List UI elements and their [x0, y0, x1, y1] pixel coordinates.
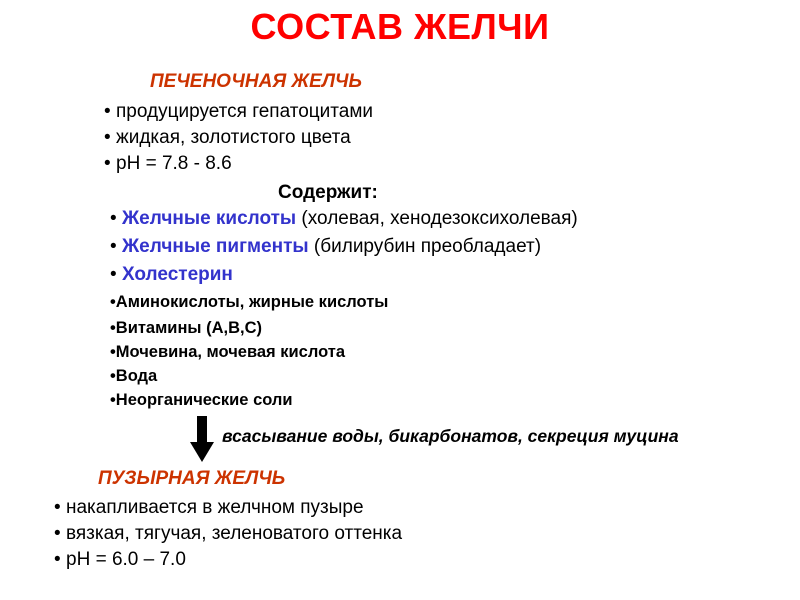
list-item — [110, 317, 262, 339]
list-item — [110, 389, 293, 411]
bullet: • — [110, 264, 117, 285]
bullet: • — [54, 523, 61, 544]
item-text: pH = 6.0 – 7.0 — [66, 549, 186, 570]
list-item — [110, 235, 541, 258]
item-detail: (холевая, хенодезоксихолевая) — [296, 208, 578, 229]
bullet: • — [110, 319, 116, 337]
item-text: вязкая, тягучая, зеленоватого оттенка — [66, 523, 403, 544]
list-item — [104, 100, 373, 123]
list-item — [104, 152, 232, 175]
list-item — [110, 207, 578, 230]
list-item — [110, 365, 157, 387]
item-text: жидкая, золотистого цвета — [116, 127, 351, 148]
bullet: • — [104, 101, 111, 122]
list-item — [54, 548, 186, 571]
bullet: • — [110, 343, 116, 361]
contains-heading: Содержит: — [278, 182, 378, 203]
item-text: Витамины (А,В,С) — [115, 319, 262, 337]
bullet: • — [104, 153, 111, 174]
item-text: продуцируется гепатоцитами — [116, 101, 374, 122]
item-text: Мочевина, мочевая кислота — [115, 343, 346, 361]
bullet: • — [54, 549, 61, 570]
gallbladder-bile-heading: ПУЗЫРНАЯ ЖЕЛЧЬ — [98, 468, 286, 489]
list-item — [54, 496, 364, 519]
item-text: накапливается в желчном пузыре — [66, 497, 364, 518]
bullet: • — [110, 367, 116, 385]
item-highlight: Желчные пигменты — [122, 236, 309, 257]
bullet: • — [110, 208, 117, 229]
item-text: Вода — [115, 367, 158, 385]
list-item — [110, 291, 388, 313]
list-item — [54, 522, 402, 545]
item-highlight: Холестерин — [122, 264, 233, 285]
item-text: Неорганические соли — [115, 391, 293, 409]
item-text: pH = 7.8 - 8.6 — [116, 153, 232, 174]
item-detail: (билирубин преобладает) — [308, 236, 542, 257]
transform-label: всасывание воды, бикарбонатов, секреция муцина — [222, 426, 679, 446]
hepatic-bile-heading: ПЕЧЕНОЧНАЯ ЖЕЛЧЬ — [150, 71, 362, 92]
bullet: • — [110, 293, 116, 311]
arrow-down-icon — [190, 416, 214, 467]
page-title: СОСТАВ ЖЕЛЧИ — [250, 6, 550, 47]
list-item — [110, 341, 345, 363]
bullet: • — [110, 391, 116, 409]
item-text: Аминокислоты, жирные кислоты — [115, 293, 389, 311]
item-highlight: Желчные кислоты — [122, 208, 297, 229]
list-item — [104, 126, 351, 149]
bullet: • — [104, 127, 111, 148]
bullet: • — [54, 497, 61, 518]
bullet: • — [110, 236, 117, 257]
list-item — [110, 263, 233, 286]
